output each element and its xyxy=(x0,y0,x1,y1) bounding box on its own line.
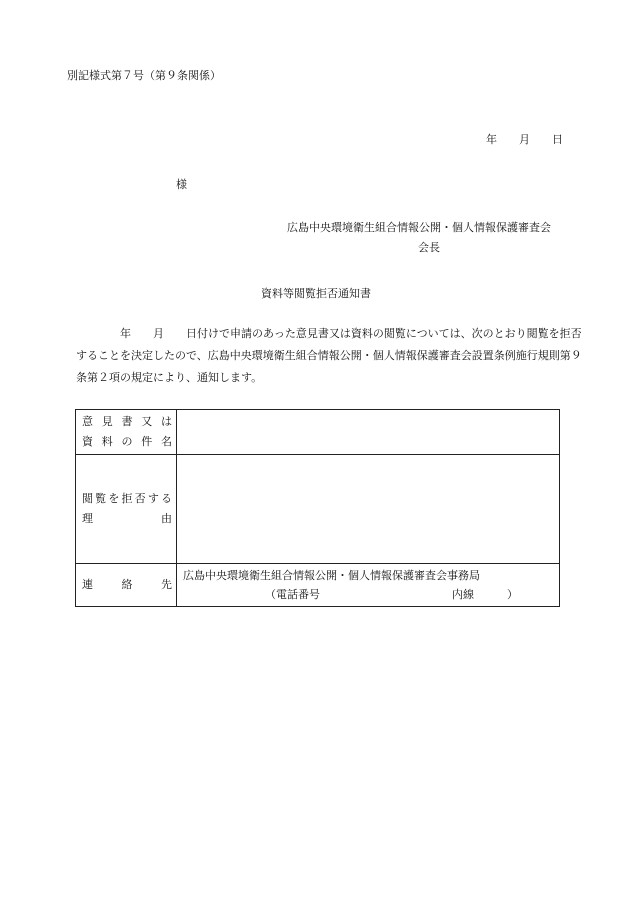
label-text: 連絡先 xyxy=(82,578,172,591)
date-field: 年 月 日 xyxy=(486,133,563,146)
notice-form-table xyxy=(75,409,560,607)
document-title: 資料等閲覧拒否通知書 xyxy=(261,287,371,300)
body-line: することを決定したので、広島中央環境衛生組合情報公開・個人情報保護審査会設置条例施行規則第９ xyxy=(76,349,582,362)
table-row-subject xyxy=(76,410,560,455)
table-row-reason xyxy=(76,455,560,564)
contact-phone: （電話番号 内線 ） xyxy=(265,588,518,601)
label-text: 意見書又は xyxy=(82,415,172,428)
subject-value-cell[interactable] xyxy=(177,410,560,455)
label-cell-subject xyxy=(76,410,177,455)
table-row-contact xyxy=(76,564,560,607)
notice-body xyxy=(76,323,582,389)
reason-value-cell[interactable] xyxy=(177,455,560,564)
issuer-organization: 広島中央環境衛生組合情報公開・個人情報保護審査会 xyxy=(287,221,551,234)
label-cell-reason xyxy=(76,455,177,564)
contact-value-cell xyxy=(177,564,560,607)
issuer-title: 会長 xyxy=(418,241,440,254)
body-line: 年 月 日付けで申請のあった意見書又は資料の閲覧については、次のとおり閲覧を拒否 xyxy=(120,327,582,340)
label-text: 理由 xyxy=(82,512,172,525)
label-cell-contact xyxy=(76,564,177,607)
form-number-label: 別記様式第７号（第９条関係） xyxy=(67,69,221,82)
contact-organization: 広島中央環境衛生組合情報公開・個人情報保護審査会事務局 xyxy=(183,569,480,582)
addressee-honorific: 様 xyxy=(176,178,187,191)
body-line: 条第２項の規定により、通知します。 xyxy=(76,371,263,384)
label-text: 閲覧を拒否する xyxy=(82,492,172,505)
label-text: 資料の件名 xyxy=(82,435,172,448)
